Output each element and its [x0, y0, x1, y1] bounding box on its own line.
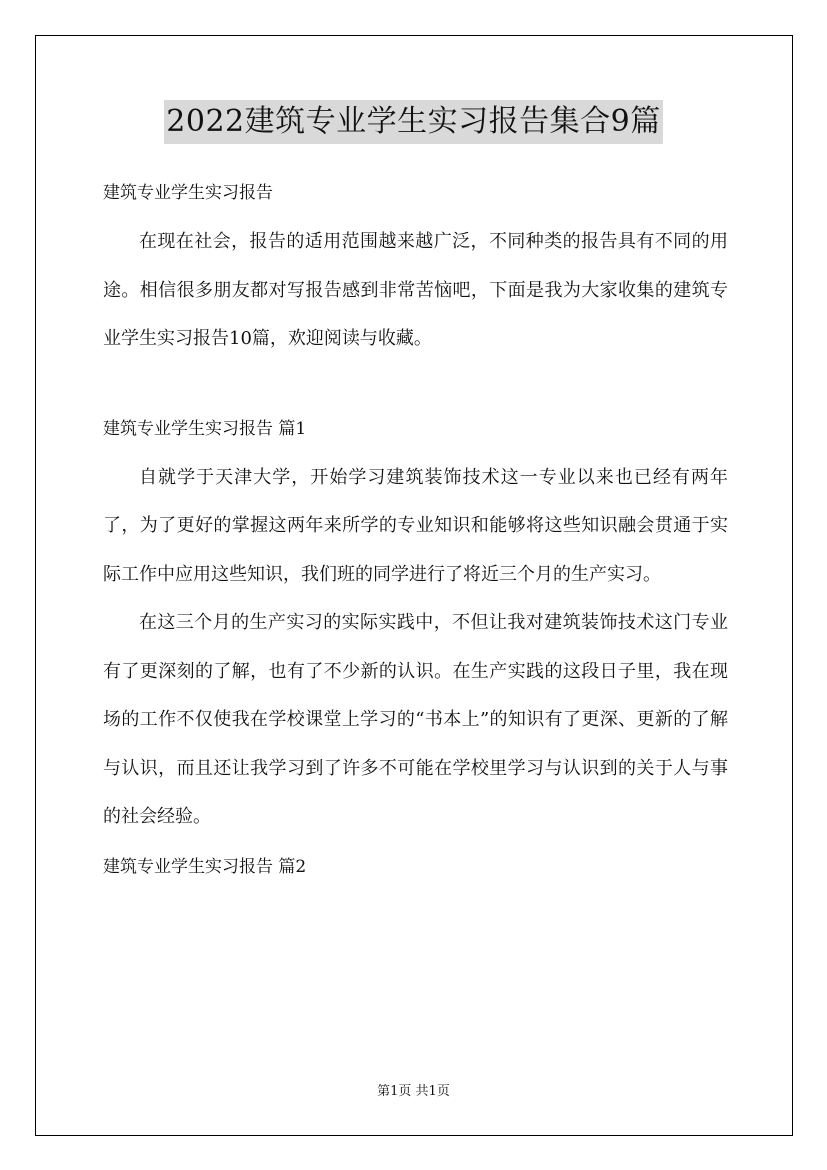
- intro-paragraph: 在现在社会，报告的适用范围越来越广泛，不同种类的报告具有不同的用途。相信很多朋友都对写报告感到非常苦恼吧，下面是我为大家收集的建筑专业学生实习报告10篇，欢迎阅读与收藏。: [103, 231, 728, 349]
- page-footer: 第1页 共1页: [377, 1084, 450, 1099]
- title-area: [0, 100, 827, 144]
- intro-heading: 建筑专业学生实习报告: [103, 183, 273, 203]
- section-2-heading: 建筑专业学生实习报告 篇2: [103, 856, 307, 877]
- section-1-heading: 建筑专业学生实习报告 篇1: [103, 418, 307, 439]
- section-spacer: [103, 364, 728, 404]
- document-title: 2022建筑专业学生实习报告集合9篇: [164, 100, 662, 144]
- document-body: [103, 168, 728, 892]
- section-1-paragraph-2: 在这三个月的生产实习的实际实践中，不但让我对建筑装饰技术这门专业有了更深刻的了解，也有了不少新的认识。在生产实践的这段日子里，我在现场的工作不仅使我在学校课堂上学习的“书本上”的知识有了更深、更新的了解与认识，而且还让我学习到了许多不可能在学校里学习与认识到的关于人与事的社会经验。: [103, 612, 728, 827]
- section-1-paragraph-1: 自就学于天津大学，开始学习建筑装饰技术这一专业以来也已经有两年了，为了更好的掌握这两年来所学的专业知识和能够将这些知识融会贯通于实际工作中应用这些知识，我们班的同学进行了将近三个月的生产实习。: [103, 466, 728, 585]
